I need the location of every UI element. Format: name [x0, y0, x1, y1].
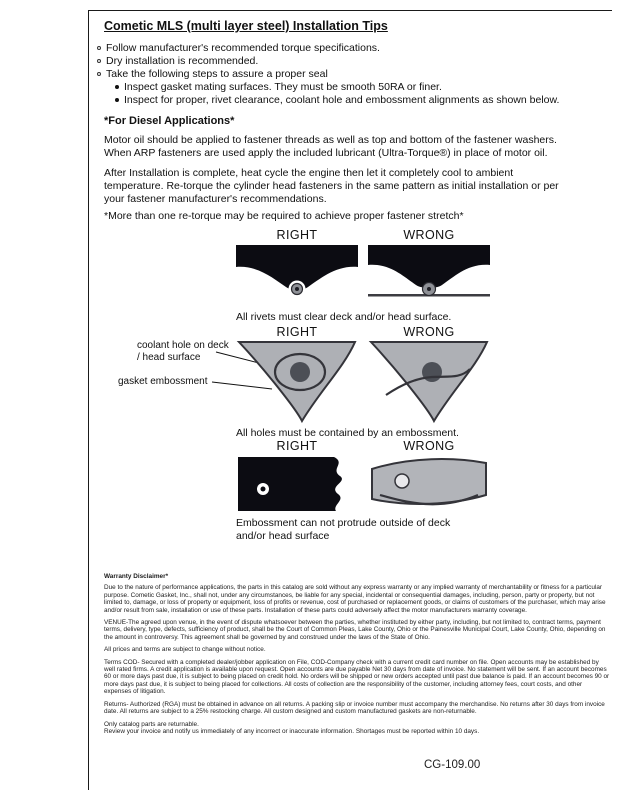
circle-bullet-icon	[97, 46, 101, 50]
row3-caption: Embossment can not protrude outside of deck and/or head surface	[236, 517, 451, 542]
disclaimer-heading: Warranty Disclaimer*	[104, 573, 169, 580]
tip-item	[97, 68, 380, 81]
rivet-wrong-diagram	[368, 245, 490, 303]
rivet-clear-image	[236, 245, 358, 303]
disclaimer-paragraph: Review your invoice and notify us immediately of any incorrect or inaccurate information. Shortages must be reported within 10 days.	[104, 727, 480, 735]
disclaimer-paragraph: Due to the nature of performance applications, the parts in this catalog are sold without any express warranty or any implied warranty of merchantability or fitness for a particular purpose. Cometic Gasket, Inc., shall not, under any circumstances, be liable for any special, incidental or consequential damages, including, person, party or property, but not limited to, damage, or loss of property or equipment, loss of profits or revenue, cost of purchased or replacement goods, or claims of customers of the purchaser, which may arise and/or result from sale, installation or use of these parts. Installation of these parts could adversely affect the motor manufacturers warranty coverage.	[104, 584, 606, 614]
embossment-wrong-diagram	[368, 339, 490, 425]
coolant-hole-annotation: coolant hole on deck / head surface	[137, 340, 229, 363]
circle-bullet-icon	[97, 59, 101, 63]
dot-bullet-icon	[115, 98, 119, 102]
circle-bullet-icon	[97, 72, 101, 76]
row3-right-label: RIGHT	[276, 439, 318, 453]
disclaimer-paragraph: VENUE-The agreed upon venue, in the event of dispute whatsoever between the parties, whether instituted by either party, including, but not limited to, contract terms, payment terms, delivery, type, defects, sufficiency of product, shall be the Court of Common Pleas, Lake County, Ohio or the Painesville Municipal Court, Lake County, Ohio, depending on the amount in controversy. This agreement shall be governed by and construed under the laws of the State of Ohio.	[104, 619, 606, 641]
row1-right-label: RIGHT	[276, 228, 318, 242]
sub-tip-text: Inspect for proper, rivet clearance, coolant hole and embossment alignments as shown below.	[124, 94, 560, 106]
sub-tips-list	[115, 81, 559, 107]
row2-right-label: RIGHT	[276, 325, 318, 339]
disclaimer-paragraph: Returns- Authorized (RGA) must be obtained in advance on all returns. A packing slip or invoice number must accompany the merchandise. No returns after 30 days from invoice date. All returns are subject to a 25% restocking charge. All custom designed and custom manufactured gaskets are non-returnable.	[104, 700, 605, 716]
tip-item	[97, 42, 380, 55]
sub-tip-text: Inspect gasket mating surfaces. They must be smooth 50RA or finer.	[124, 81, 442, 93]
row1-caption: All rivets must clear deck and/or head surface.	[236, 311, 452, 323]
row2-wrong-label: WRONG	[403, 325, 455, 339]
retorque-note: *More than one re-torque may be required to achieve proper fastener stretch*	[104, 210, 464, 222]
protrusion-wrong-diagram	[368, 453, 490, 515]
protrusion-right-diagram	[236, 453, 358, 515]
gasket-embossment-annotation: gasket embossment	[118, 376, 208, 387]
embossment-inside-image	[236, 453, 358, 515]
sub-tip-item	[115, 94, 559, 107]
diesel-heading: *For Diesel Applications*	[104, 115, 235, 127]
sub-tip-item	[115, 81, 559, 94]
tip-text: Follow manufacturer's recommended torque specifications.	[106, 42, 380, 54]
dot-bullet-icon	[115, 85, 119, 89]
tip-text: Dry installation is recommended.	[106, 55, 259, 67]
warranty-disclaimer	[104, 573, 610, 740]
row2-caption: All holes must be contained by an embossment.	[236, 427, 459, 439]
rivet-touching-image	[368, 245, 490, 303]
disclaimer-paragraph: Only catalog parts are returnable.	[104, 720, 199, 728]
rivet-right-diagram	[236, 245, 358, 303]
disclaimer-paragraph: Terms COD- Secured with a completed dealer/jobber application on File, COD-Company check with a current credit card number on file. Open accounts may be established by well rated firms. A credit application is available upon request. Open accounts are due payable Net 30 days from date of invoice. No statement will be sent. If an account becomes 60 or more days past due, it is subject to being placed on credit hold. No orders will be shipped or new orders accepted until past due balance is paid. If an account becomes 90 or more days past due, it is subject to being placed for collections. All costs of collection are the responsibility of the customer, including attorney fees, court costs, and other expenses of litigation.	[104, 658, 610, 696]
row3-wrong-label: WRONG	[403, 439, 455, 453]
page-number: CG-109.00	[424, 759, 481, 771]
diesel-paragraph-1: Motor oil should be applied to fastener threads as well as top and bottom of the fastener washers. When ARP fasteners are used apply the included lubricant (Ultra-Torque®) in place of motor oil.	[104, 134, 557, 159]
embossment-protruding-image	[368, 453, 490, 515]
diesel-paragraph-2: After Installation is complete, heat cycle the engine then let it completely cool to ambient temperature. Re-torque the cylinder head fasteners in the same pattern as initial installation or per your fastener manufacturer's recommendations.	[104, 167, 559, 205]
page-title: Cometic MLS (multi layer steel) Installation Tips	[104, 19, 388, 33]
tip-text: Take the following steps to assure a proper seal	[106, 68, 328, 80]
hole-not-contained-image	[368, 339, 490, 425]
hole-contained-image	[236, 339, 358, 425]
tip-item	[97, 55, 380, 68]
embossment-right-diagram	[236, 339, 358, 425]
disclaimer-paragraph: All prices and terms are subject to change without notice.	[104, 646, 266, 654]
tips-list	[97, 42, 380, 81]
row1-wrong-label: WRONG	[403, 228, 455, 242]
